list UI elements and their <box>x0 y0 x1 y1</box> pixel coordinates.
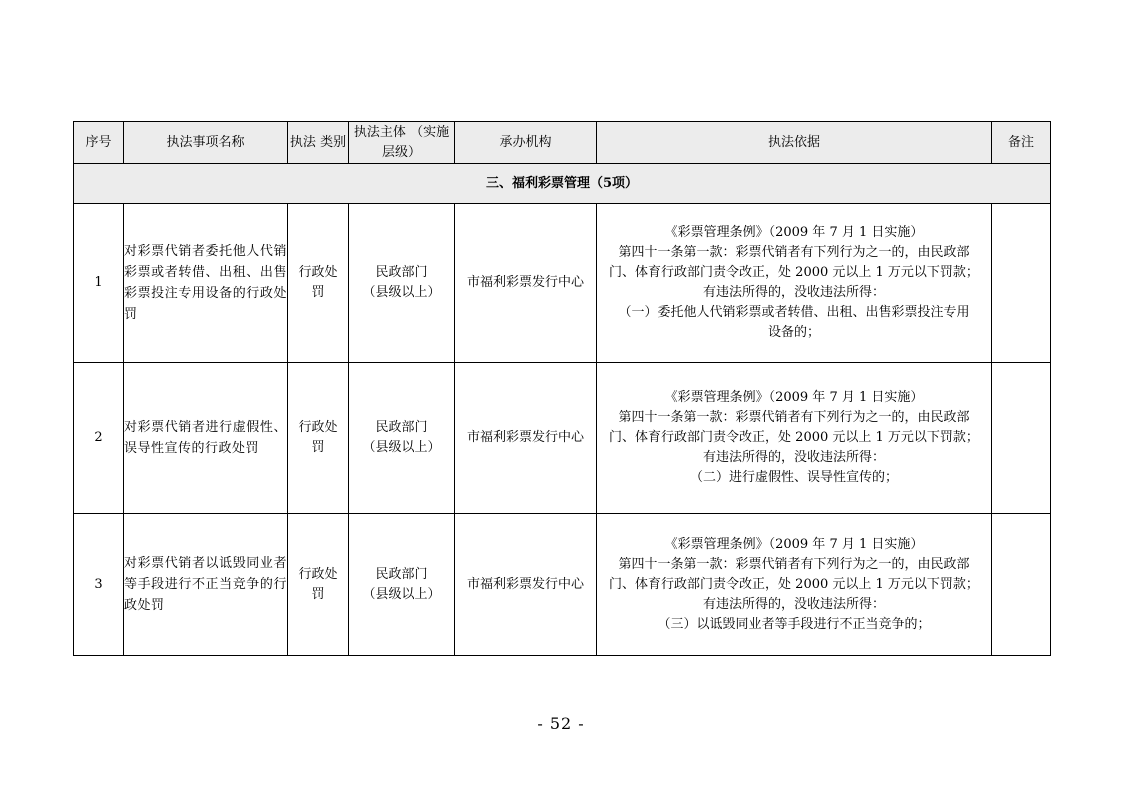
header-item-name: 执法事项名称 <box>124 122 288 164</box>
header-seq: 序号 <box>74 122 124 164</box>
row-item-name-text: 对彩票代销者进行虚假性、误导性宣传的行政处罚 <box>124 420 287 456</box>
row-subject <box>349 204 455 363</box>
row-agency: 市福利彩票发行中心 <box>455 514 597 656</box>
header-remark: 备注 <box>992 122 1051 164</box>
basis-line: 第四十一条第一款：彩票代销者有下列行为之一的，由民政部 <box>618 556 970 572</box>
enforcement-table <box>73 121 1051 656</box>
header-subject-line1: 执法主体 <box>353 124 406 140</box>
basis-line: （三）以诋毁同业者等手段进行不正当竞争的； <box>657 616 931 632</box>
row-subject <box>349 514 455 656</box>
basis-title: 《彩票管理条例》（2009 年 7 月 1 日实施） <box>664 225 924 240</box>
basis-line: 设备的； <box>767 325 820 340</box>
row-category-line1: 行政处 <box>298 420 338 435</box>
basis-line: 有违法所得的，没收违法所得： <box>702 596 885 612</box>
row-subject <box>349 363 455 514</box>
row-item-name-text: 对彩票代销者以诋毁同业者等手段进行不正当竞争的行政处罚 <box>124 556 287 613</box>
row-agency: 市福利彩票发行中心 <box>455 363 597 514</box>
row-basis <box>597 204 992 363</box>
basis-line: 第四十一条第一款：彩票代销者有下列行为之一的，由民政部 <box>618 245 970 260</box>
row-subject-line1: 民政部门 <box>375 265 428 280</box>
row-remark <box>992 204 1051 363</box>
table-header-row <box>74 122 1051 164</box>
header-agency: 承办机构 <box>455 122 597 164</box>
row-item-name <box>124 363 288 514</box>
row-category-line2: 罚 <box>311 440 325 455</box>
row-category-line2: 罚 <box>311 586 325 602</box>
row-category-line2: 罚 <box>311 285 325 300</box>
row-item-name <box>124 514 288 656</box>
row-category <box>288 363 349 514</box>
basis-line: 门、体育行政部门责令改正，处 2000 元以上 1 万元以下罚款； <box>609 576 979 592</box>
table-row <box>74 514 1051 656</box>
row-subject-line2: （县级以上） <box>362 285 441 300</box>
basis-title: 《彩票管理条例》（2009 年 7 月 1 日实施） <box>664 390 924 405</box>
page-number: - 52 - <box>537 714 585 733</box>
row-remark <box>992 514 1051 656</box>
header-category-line2: 类别 <box>320 134 347 150</box>
header-category <box>288 122 349 164</box>
row-seq: 1 <box>74 204 124 363</box>
row-subject-line2: （县级以上） <box>362 440 441 455</box>
table-row <box>74 363 1051 514</box>
row-agency: 市福利彩票发行中心 <box>455 204 597 363</box>
row-category <box>288 514 349 656</box>
header-category-line1: 执法 <box>289 134 316 150</box>
row-basis <box>597 363 992 514</box>
section-row <box>74 164 1051 204</box>
row-remark <box>992 363 1051 514</box>
row-seq: 3 <box>74 514 124 656</box>
row-category <box>288 204 349 363</box>
basis-line: 第四十一条第一款：彩票代销者有下列行为之一的，由民政部 <box>618 410 970 425</box>
header-subject <box>349 122 455 164</box>
row-subject-line2: （县级以上） <box>362 586 441 602</box>
basis-line: 有违法所得的，没收违法所得： <box>702 450 885 465</box>
basis-line: （一）委托他人代销彩票或者转借、出租、出售彩票投注专用 <box>618 305 970 320</box>
row-category-line1: 行政处 <box>298 566 338 582</box>
row-item-name <box>124 204 288 363</box>
basis-line: 有违法所得的，没收违法所得： <box>702 285 885 300</box>
row-subject-line1: 民政部门 <box>375 566 428 582</box>
table-row <box>74 204 1051 363</box>
row-seq: 2 <box>74 363 124 514</box>
basis-title: 《彩票管理条例》（2009 年 7 月 1 日实施） <box>664 536 924 552</box>
basis-line: 门、体育行政部门责令改正，处 2000 元以上 1 万元以下罚款； <box>609 430 979 445</box>
row-item-name-text: 对彩票代销者委托他人代销彩票或者转借、出租、出售彩票投注专用设备的行政处罚 <box>124 244 287 322</box>
header-basis: 执法依据 <box>597 122 992 164</box>
basis-line: （二）进行虚假性、误导性宣传的； <box>689 470 898 485</box>
section-title: 三、福利彩票管理（5项） <box>74 164 1051 204</box>
row-subject-line1: 民政部门 <box>375 420 428 435</box>
header-subject-line2: （实施层级） <box>381 124 450 160</box>
row-basis <box>597 514 992 656</box>
basis-line: 门、体育行政部门责令改正，处 2000 元以上 1 万元以下罚款； <box>609 265 979 280</box>
row-category-line1: 行政处 <box>298 265 338 280</box>
